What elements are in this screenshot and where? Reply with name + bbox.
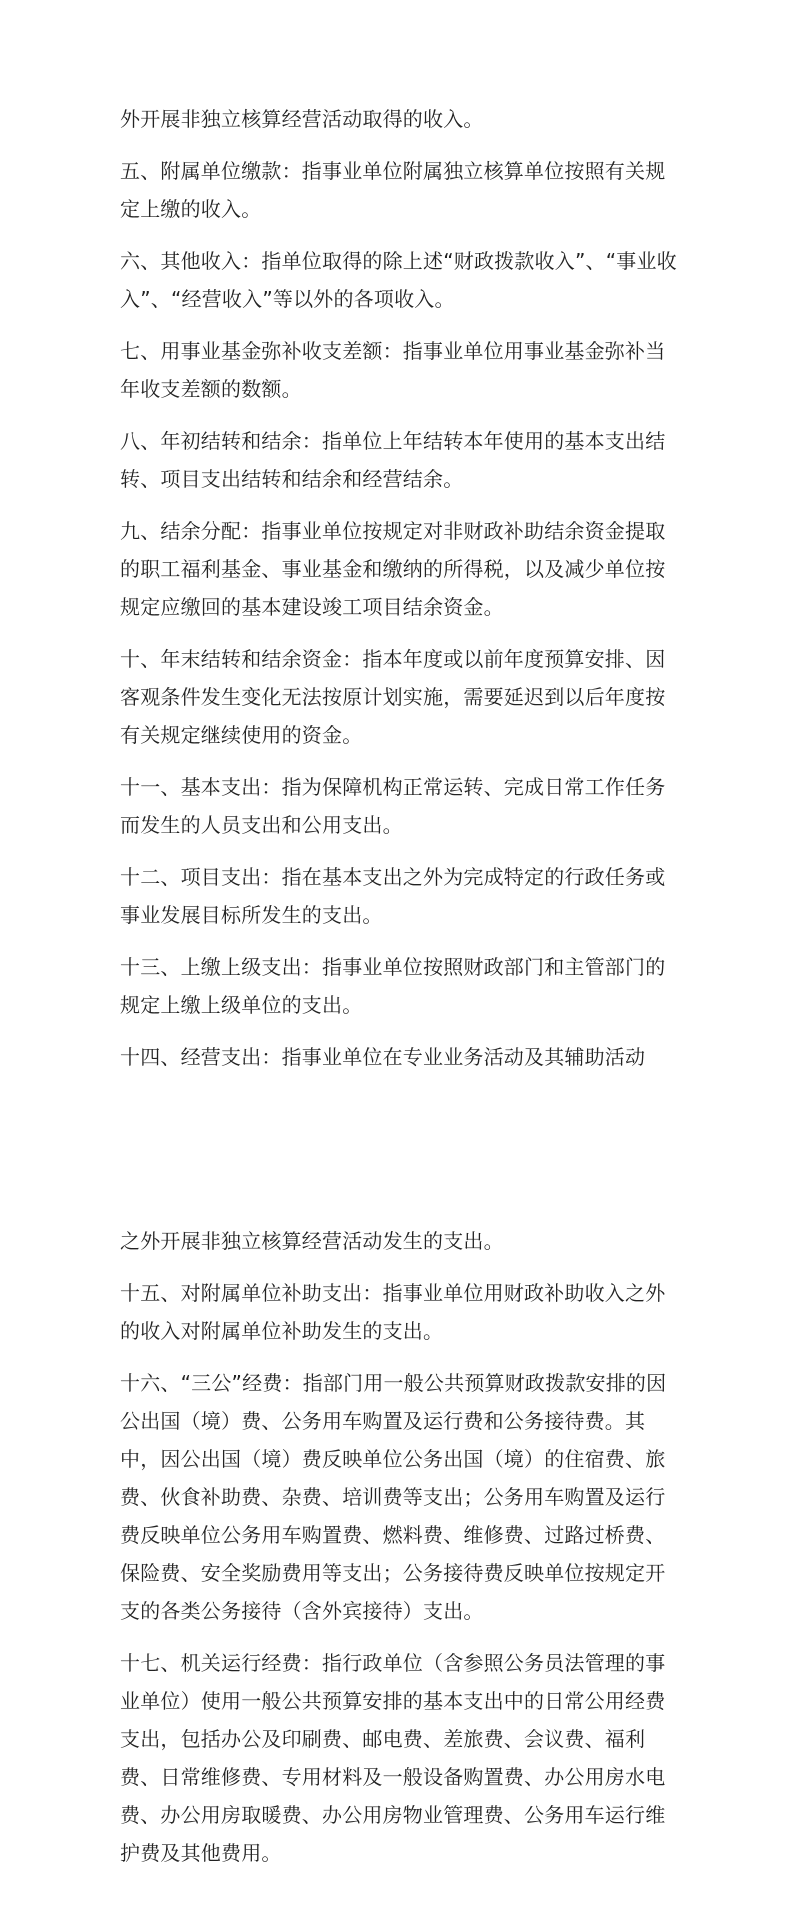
paragraph-item-14: 十四、经营支出：指事业单位在专业业务活动及其辅助活动 <box>120 1045 646 1069</box>
paragraph-item-13: 十三、上缴上级支出：指事业单位按照财政部门和主管部门的规定上缴上级单位的支出。 <box>120 955 666 1017</box>
paragraph-item-7: 七、用事业基金弥补收支差额：指事业单位用事业基金弥补当年收支差额的数额。 <box>120 339 666 401</box>
paragraph-item-6: 六、其他收入：指单位取得的除上述“财政拨款收入”、“事业收入”、“经营收入”等以外的各项收入。 <box>120 249 677 311</box>
paragraph-item-15: 十五、对附属单位补助支出：指事业单位用财政补助收入之外的收入对附属单位补助发生的支出。 <box>120 1281 666 1343</box>
paragraph-item-16: 十六、“三公”经费：指部门用一般公共预算财政拨款安排的因公出国（境）费、公务用车购置及运行费和公务接待费。其中，因公出国（境）费反映单位公务出国（境）的住宿费、旅费、伙食补助费、杂费、培训费等支出；公务用车购置及运行费反映单位公务用车购置费、燃料费、维修费、过路过桥费、保险费、安全奖励费用等支出；公务接待费反映单位按规定开支的各类公务接待（含外宾接待）支出。 <box>120 1371 667 1623</box>
paragraph-item-12: 十二、项目支出：指在基本支出之外为完成特定的行政任务或事业发展目标所发生的支出。 <box>120 865 666 927</box>
paragraph-item-10: 十、年末结转和结余资金：指本年度或以前年度预算安排、因客观条件发生变化无法按原计划实施，需要延迟到以后年度按有关规定继续使用的资金。 <box>120 647 666 747</box>
document-section-top <box>120 100 680 1090</box>
paragraph-item-5: 五、附属单位缴款：指事业单位附属独立核算单位按照有关规定上缴的收入。 <box>120 159 666 221</box>
paragraph-item-9: 九、结余分配：指事业单位按规定对非财政补助结余资金提取的职工福利基金、事业基金和缴纳的所得税，以及减少单位按规定应缴回的基本建设竣工项目结余资金。 <box>120 519 666 619</box>
paragraph-continued-expense: 之外开展非独立核算经营活动发生的支出。 <box>120 1229 504 1253</box>
paragraph-continued-income: 外开展非独立核算经营活动取得的收入。 <box>120 107 484 131</box>
paragraph-item-11: 十一、基本支出：指为保障机构正常运转、完成日常工作任务而发生的人员支出和公用支出。 <box>120 775 666 837</box>
paragraph-item-8: 八、年初结转和结余：指单位上年结转本年使用的基本支出结转、项目支出结转和结余和经营结余。 <box>120 429 666 491</box>
paragraph-item-17: 十七、机关运行经费：指行政单位（含参照公务员法管理的事业单位）使用一般公共预算安排的基本支出中的日常公用经费支出，包括办公及印刷费、邮电费、差旅费、会议费、福利费、日常维修费、专用材料及一般设备购置费、办公用房水电费、办公用房取暖费、办公用房物业管理费、公务用车运行维护费及其他费用。 <box>120 1651 666 1865</box>
document-section-bottom <box>120 1222 680 1886</box>
